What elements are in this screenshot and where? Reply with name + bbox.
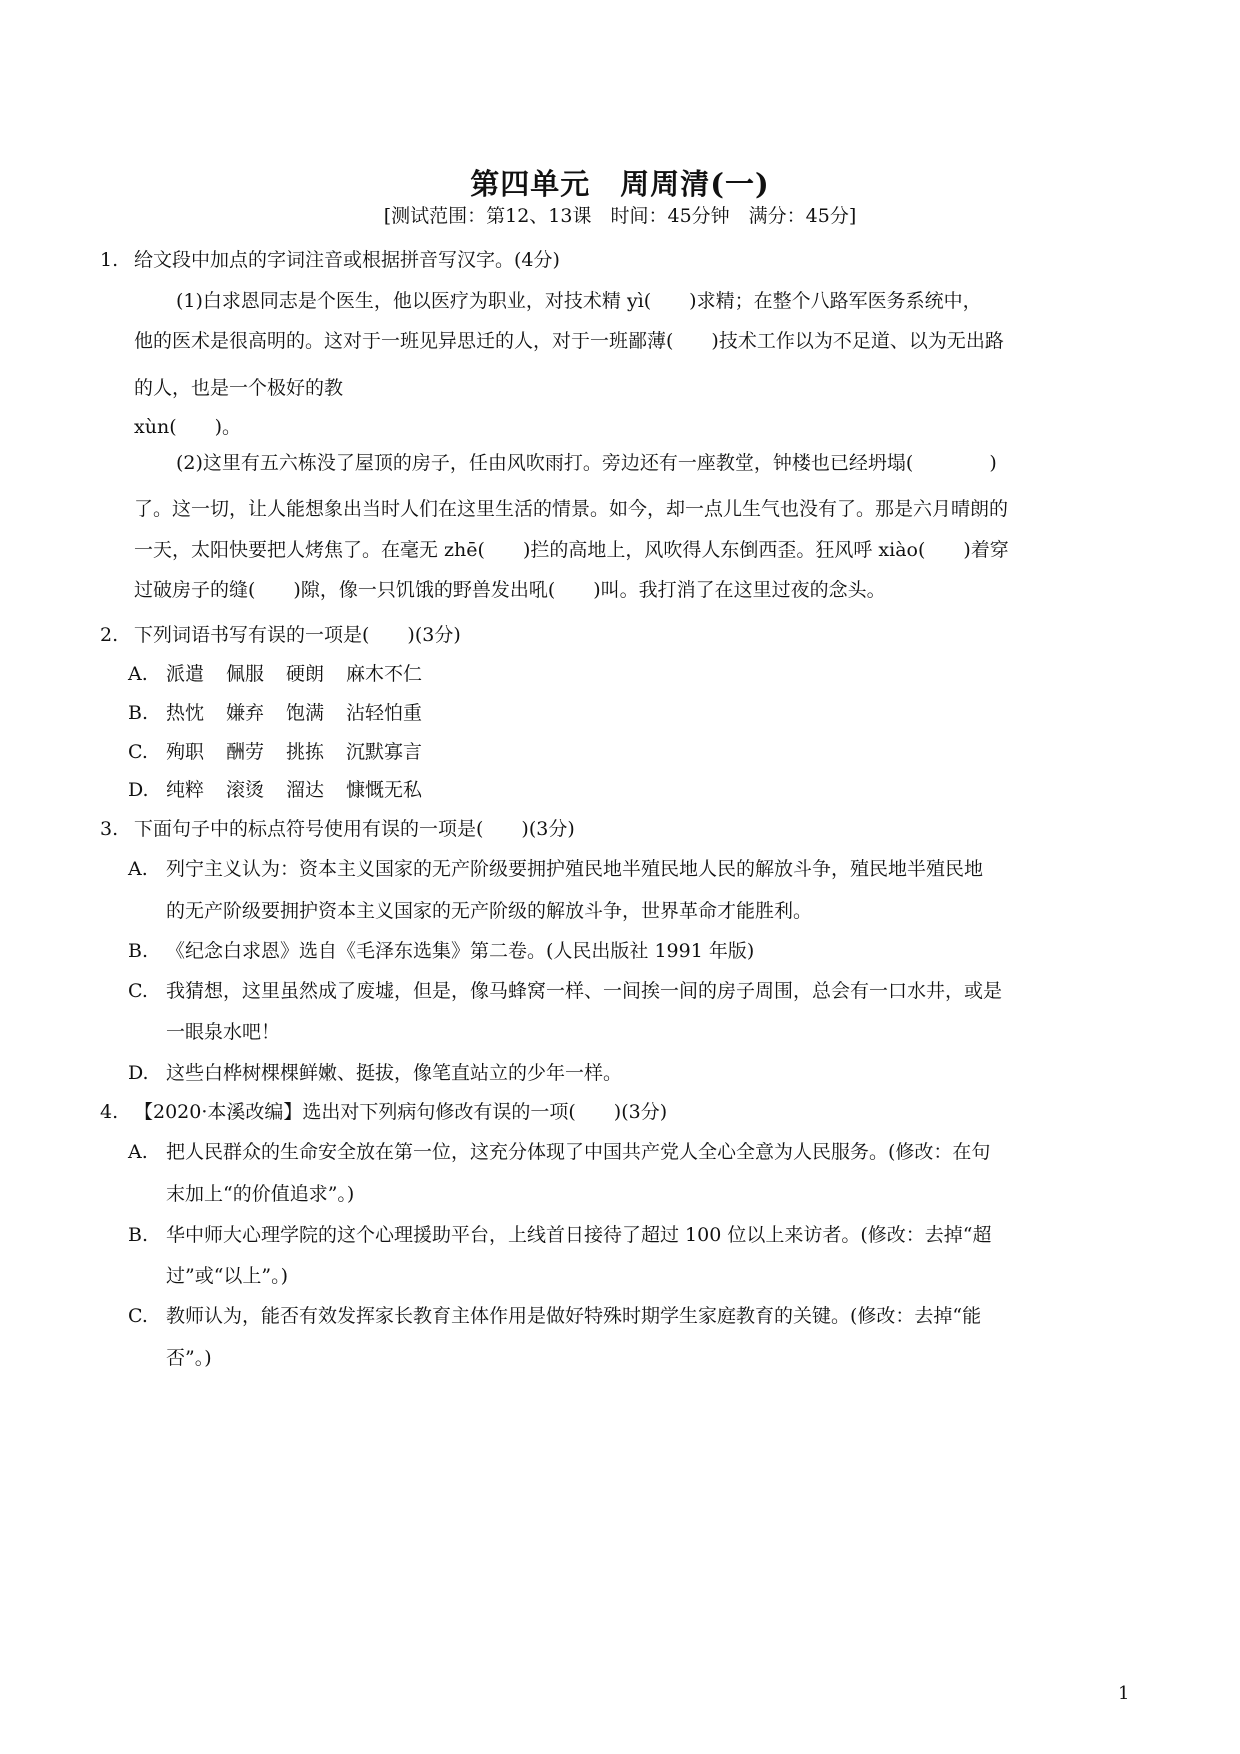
question-text: 下面句子中的标点符号使用有误的一项是( )(3分)	[134, 818, 575, 840]
option-word: 慷慨无私	[346, 779, 423, 801]
page-number: 1	[1118, 1683, 1130, 1704]
option-word: 热忱	[166, 702, 205, 724]
page-title: 第四单元 周周清(一)	[470, 167, 770, 201]
q3-option-a-cont: 的无产阶级要拥护资本主义国家的无产阶级的解放斗争，世界革命才能胜利。	[166, 900, 813, 922]
q3-option-a	[128, 854, 1128, 881]
option-word: 派遣	[166, 663, 205, 685]
option-word: 纯粹	[166, 779, 205, 801]
question-2-stem	[100, 620, 1130, 647]
q1-passage-2-line-3: 一天，太阳快要把人烤焦了。在毫无 zhē( )拦的高地上，风吹得人东倒西歪。狂风呼 xiào( )着穿	[134, 539, 1009, 561]
question-number: 4.	[100, 1101, 119, 1123]
option-word: 麻木不仁	[346, 663, 423, 685]
option-word: 滚烫	[226, 779, 265, 801]
question-1-stem	[100, 245, 1130, 272]
q1-passage-1-line-1: (1)白求恩同志是个医生，他以医疗为职业，对技术精 yì( )求精；在整个八路军医务系统中，	[176, 290, 982, 312]
option-text: 把人民群众的生命安全放在第一位，这充分体现了中国共产党人全心全意为人民服务。(修改：在句	[166, 1141, 991, 1163]
option-word: 殉职	[166, 741, 205, 763]
q4-option-c	[128, 1301, 1128, 1328]
q1-passage-2-line-2: 了。这一切，让人能想象出当时人们在这里生活的情景。如今，却一点儿生气也没有了。那是六月晴朗的	[134, 498, 1009, 520]
option-word: 溜达	[286, 779, 325, 801]
option-letter: C.	[128, 980, 148, 1002]
option-letter: D.	[128, 779, 149, 801]
option-text: 这些白桦树棵棵鲜嫩、挺拔，像笔直站立的少年一样。	[166, 1062, 623, 1084]
option-letter: C.	[128, 1305, 148, 1327]
option-text: 教师认为，能否有效发挥家长教育主体作用是做好特殊时期学生家庭教育的关键。(修改：去掉“能	[166, 1305, 982, 1327]
q2-option-a	[128, 659, 1128, 686]
option-word: 酬劳	[226, 741, 265, 763]
q2-option-d	[128, 775, 1128, 802]
option-word: 沾轻怕重	[346, 702, 423, 724]
option-word: 佩服	[226, 663, 265, 685]
option-letter: A.	[128, 1141, 148, 1163]
option-letter: B.	[128, 940, 149, 962]
question-text: 【2020·本溪改编】选出对下列病句修改有误的一项( )(3分)	[134, 1101, 668, 1123]
option-letter: D.	[128, 1062, 149, 1084]
option-text: 《纪念白求恩》选自《毛泽东选集》第二卷。(人民出版社 1991 年版)	[166, 940, 755, 962]
option-word: 饱满	[286, 702, 325, 724]
option-letter: B.	[128, 702, 149, 724]
q4-option-b-cont: 过”或“以上”。)	[166, 1265, 289, 1287]
option-word: 挑拣	[286, 741, 325, 763]
option-letter: A.	[128, 858, 148, 880]
option-text: 华中师大心理学院的这个心理援助平台，上线首日接待了超过 100 位以上来访者。(修改：去掉“超	[166, 1224, 992, 1246]
q1-passage-2-line-4: 过破房子的缝( )隙，像一只饥饿的野兽发出吼( )叫。我打消了在这里过夜的念头。	[134, 579, 886, 601]
option-word: 硬朗	[286, 663, 325, 685]
question-4-stem	[100, 1097, 1130, 1124]
question-number: 1.	[100, 249, 119, 271]
q1-passage-1-line-3: 的人，也是一个极好的教	[134, 377, 344, 399]
option-letter: A.	[128, 663, 148, 685]
option-letter: C.	[128, 741, 148, 763]
q3-option-c-cont: 一眼泉水吧！	[166, 1021, 281, 1043]
option-text: 我猜想，这里虽然成了废墟，但是，像马蜂窝一样、一间挨一间的房子周围，总会有一口水井，或是	[166, 980, 1003, 1002]
q4-option-c-cont: 否”。)	[166, 1347, 212, 1369]
q1-passage-1-line-4: xùn( )。	[134, 416, 242, 438]
question-number: 3.	[100, 818, 119, 840]
q2-option-b	[128, 698, 1128, 725]
question-3-stem	[100, 814, 1130, 841]
test-scope: [测试范围：第12、13课 时间：45分钟 满分：45分]	[383, 205, 857, 227]
option-word: 沉默寡言	[346, 741, 423, 763]
question-text: 下列词语书写有误的一项是( )(3分)	[134, 624, 461, 646]
q3-option-b	[128, 936, 1128, 963]
q2-option-c	[128, 737, 1128, 764]
option-text: 列宁主义认为：资本主义国家的无产阶级要拥护殖民地半殖民地人民的解放斗争，殖民地半殖民地	[166, 858, 984, 880]
option-letter: B.	[128, 1224, 149, 1246]
q3-option-d	[128, 1058, 1128, 1085]
q1-passage-1-line-2: 他的医术是很高明的。这对于一班见异思迁的人，对于一班鄙薄( )技术工作以为不足道、以为无出路	[134, 330, 1004, 352]
q4-option-b	[128, 1220, 1128, 1247]
q4-option-a-cont: 末加上“的价值追求”。)	[166, 1183, 355, 1205]
q4-option-a	[128, 1137, 1128, 1164]
q3-option-c	[128, 976, 1128, 1003]
question-text: 给文段中加点的字词注音或根据拼音写汉字。(4分)	[134, 249, 560, 271]
option-word: 嫌弃	[226, 702, 265, 724]
q1-passage-2-line-1: (2)这里有五六栋没了屋顶的房子，任由风吹雨打。旁边还有一座教堂，钟楼也已经坍塌( )	[176, 452, 997, 474]
question-number: 2.	[100, 624, 119, 646]
